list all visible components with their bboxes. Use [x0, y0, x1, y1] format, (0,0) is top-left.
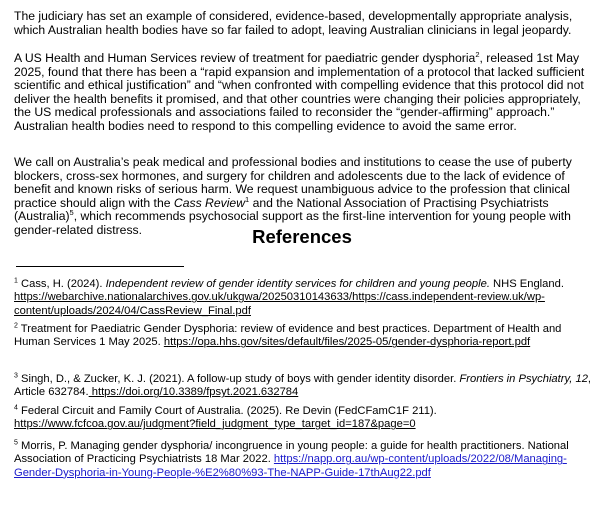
- footnote-1: [14, 278, 592, 318]
- footnote-text: Federal Circuit and Family Court of Australia. (2025). Re Devin (FedCFamC1F 211).: [17, 405, 437, 417]
- cass-review-title: Cass Review: [173, 195, 246, 210]
- paragraph-cta-text-a: We call on Australia’s peak medical and professional bodies and institutions to cease the use of puberty blockers, cross-sex hormones, and surgery for children and adolescents due to the lack of evidence of benefit and known risks of serious harm. We request unambiguous advice to the profession that clinical practice should align with the: [14, 155, 572, 210]
- footnote-3-link[interactable]: https://doi.org/10.3389/fpsyt.2021.632784: [88, 386, 299, 399]
- footnote-text: Morris, P. Managing gender dysphoria/ incongruence in young people: a guide for health practitioners. National Association of Practicing Psychiatrists 18 Mar 2022.: [14, 440, 569, 466]
- footnote-ref-5: 5: [69, 208, 74, 218]
- footnote-4-link[interactable]: https://www.fcfcoa.gov.au/judgment?field_judgment_type_target_id=187&page=0: [14, 418, 416, 431]
- paragraph-us-review: [14, 49, 590, 134]
- footnote-text: Singh, D., & Zucker, K. J. (2021). A follow-up study of boys with gender identity disorder.: [17, 373, 460, 385]
- footnote-separator: [16, 266, 184, 267]
- paragraph-us-review-text-a: A US Health and Human Services review of treatment for paediatric gender dysphoria: [14, 51, 476, 65]
- footnote-number: 4: [14, 404, 18, 412]
- footnote-ref-1: 1: [245, 194, 250, 204]
- footnote-text: Cass, H. (2024).: [17, 278, 106, 290]
- footnote-number: 5: [14, 439, 18, 447]
- footnote-4: [14, 405, 592, 432]
- footnote-2-link[interactable]: https://opa.hhs.gov/sites/default/files/2025-05/gender-dysphoria-report.pdf: [163, 336, 531, 349]
- footnote-1-link[interactable]: https://webarchive.nationalarchives.gov.uk/ukgwa/20250310143633/https://cass.independent-review.uk/wp-content/uploads/2024/04/CassReview_Final.pdf: [14, 291, 545, 317]
- paragraph-cta-text-b: and the National Association of Practising Psychiatrists (Australia): [14, 195, 549, 224]
- footnote-italic-title: Frontiers in Psychiatry, 12: [459, 373, 588, 385]
- footnote-text: , Article 632784.: [14, 373, 592, 399]
- footnote-5: [14, 440, 592, 480]
- footnote-text: Treatment for Paediatric Gender Dysphoria: review of evidence and best practices. Department of Health and Human Services 1 May 2025.: [14, 323, 562, 349]
- paragraph-cta-text-c: , which recommends psychosocial support as the first-line intervention for young people with gender-related distress.: [14, 209, 571, 237]
- paragraph-judiciary: The judiciary has set an example of considered, evidence-based, developmentally appropriate analysis, which Australian health bodies have so far failed to adopt, leaving Australian clinicians in legal jeopardy.: [14, 9, 573, 37]
- footnote-2: [14, 323, 592, 350]
- footnote-3: [14, 373, 592, 400]
- footnote-number: 3: [14, 372, 18, 380]
- footnote-5-link[interactable]: https://napp.org.au/wp-content/uploads/2022/08/Managing-Gender-Dysphoria-in-Young-People-%E2%80%93-The-NAPP-Guide-17thAug22.pdf: [14, 453, 567, 479]
- references-heading: References: [252, 226, 352, 247]
- footnote-italic-title: Independent review of gender identity services for children and young people.: [105, 278, 490, 290]
- footnote-text: NHS England.: [489, 278, 564, 290]
- footnote-number: 2: [14, 322, 18, 330]
- paragraph-us-review-text-b: , released 1st May 2025, found that there has been a “rapid expansion and implementation of a protocol that lacked sufficient scientific and ethical justification” and “when confronted with compelling evidence that this protocol did not deliver the health benefits it promised, and that other countries were changing their policies appropriately, the US medical professionals and associations failed to reconsider the “gender-affirming” approach.” Australian health bodies need to respond to this compelling evidence to avoid the same error.: [14, 51, 585, 133]
- footnote-number: 1: [14, 277, 18, 285]
- footnote-ref-2: 2: [475, 49, 480, 59]
